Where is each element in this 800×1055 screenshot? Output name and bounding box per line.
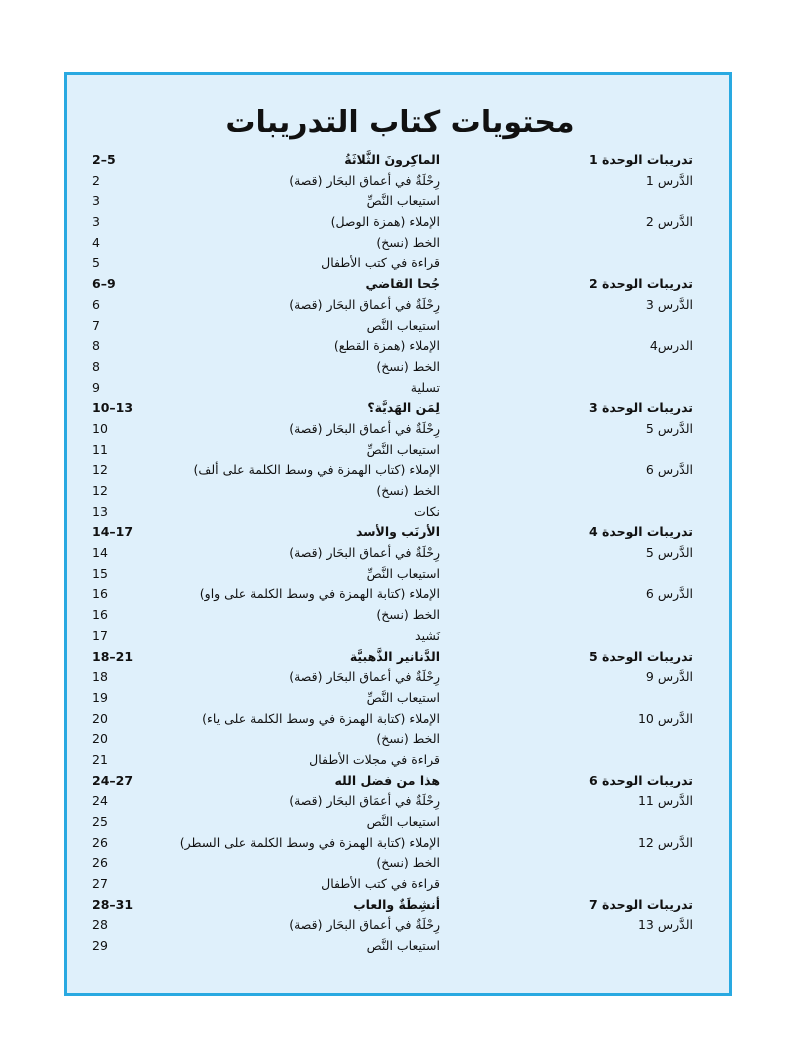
- page-number: 12: [92, 462, 108, 478]
- unit-row: [0, 274, 800, 295]
- entry-title: رِحْلَةٌ في أعمَاق البحَار (قصة): [289, 793, 440, 809]
- entry-title: نكات: [414, 503, 440, 519]
- lesson-row: [0, 502, 800, 523]
- entry-title: لِمَن الهَديَّة؟: [367, 400, 440, 416]
- lesson-label: الدَّرس 6: [645, 586, 693, 602]
- lesson-row: [0, 812, 800, 833]
- lesson-label: الدَّرس 2: [645, 214, 693, 230]
- entry-title: الخط (نسخ): [376, 607, 440, 623]
- entry-title: أنشِطَةٌ والعاب: [353, 896, 440, 912]
- entry-title: رِحْلَةٌ في أعماق البحَار (قصة): [289, 172, 440, 188]
- page-number: 11: [92, 441, 108, 457]
- entry-title: هذا من فضل الله: [334, 772, 440, 788]
- unit-label: تدريبات الوحدة 3: [589, 400, 693, 416]
- lesson-row: [0, 191, 800, 212]
- lesson-label: الدَّرس 9: [645, 669, 693, 685]
- page-number: 8: [92, 358, 100, 374]
- entry-title: الإملاء (كتابة الهمزة في وسط الكلمة على ياء): [202, 710, 440, 726]
- page-number: 28–31: [92, 896, 134, 912]
- page-number: 4: [92, 234, 100, 250]
- lesson-row: [0, 233, 800, 254]
- page-number: 7: [92, 317, 100, 333]
- entry-title: الماكِرونَ الثَّلاثَةُ: [344, 152, 440, 167]
- lesson-row: [0, 378, 800, 399]
- lesson-label: الدَّرس 1: [645, 172, 693, 188]
- lesson-row: [0, 936, 800, 957]
- page-number: 12: [92, 483, 108, 498]
- unit-row: [0, 522, 800, 543]
- unit-row: [0, 895, 800, 916]
- unit-label: تدريبات الوحدة 1: [589, 152, 693, 167]
- page-number: 20: [92, 710, 108, 726]
- lesson-label: الدَّرس 11: [637, 793, 693, 809]
- page-number: 6: [92, 296, 100, 312]
- entry-title: رِحْلَةٌ في أعماق البحَار (قصة): [289, 420, 440, 436]
- lesson-row: [0, 481, 800, 502]
- lesson-row: [0, 460, 800, 481]
- entry-title: استيعاب النَّص: [366, 938, 440, 954]
- entry-title: الخط (نسخ): [376, 855, 440, 871]
- page-number: 3: [92, 214, 100, 230]
- page-number: 10: [92, 420, 108, 436]
- lesson-row: [0, 915, 800, 936]
- lesson-label: الدَّرس 12: [637, 834, 693, 850]
- entry-title: الإملاء (كتابة الهمزة في وسط الكلمة على واو): [199, 586, 440, 602]
- page-number: 14: [92, 545, 108, 561]
- entry-title: الإملاء (همزة الوصل): [330, 214, 440, 230]
- page-title: محتويات كتاب التدريبات: [225, 105, 575, 140]
- entry-title: رِحْلَةٌ في أعماق البحَار (قصة): [289, 545, 440, 561]
- entry-title: استيعاب النَّصِّ: [366, 193, 440, 209]
- entry-title: الخط (نسخ): [376, 234, 440, 250]
- entry-title: رِحْلَةٌ في أعماق البحَار (قصة): [289, 917, 440, 933]
- lesson-row: [0, 667, 800, 688]
- page-number: 18–21: [92, 648, 134, 664]
- page-number: 9: [92, 379, 100, 395]
- lesson-row: [0, 833, 800, 854]
- lesson-row: [0, 791, 800, 812]
- lesson-row: [0, 626, 800, 647]
- entry-title: الخط (نسخ): [376, 483, 440, 498]
- lesson-row: [0, 253, 800, 274]
- entry-title: استيعاب النَّصِّ: [366, 565, 440, 581]
- lesson-row: [0, 584, 800, 605]
- lesson-label: الدَّرس 5: [645, 420, 693, 436]
- entry-title: قراءة في مجلات الأطفال: [309, 751, 440, 767]
- lesson-row: [0, 750, 800, 771]
- entry-title: نَشيد: [415, 627, 440, 643]
- entry-title: الأرنَب والأسد: [356, 524, 440, 540]
- page-number: 26: [92, 855, 108, 871]
- page-number: 27: [92, 876, 108, 892]
- page-number: 24: [92, 793, 108, 809]
- entry-title: جُحا القاضي: [365, 276, 440, 292]
- unit-label: تدريبات الوحدة 2: [589, 276, 693, 292]
- unit-label: تدريبات الوحدة 6: [589, 772, 693, 788]
- lesson-row: [0, 171, 800, 192]
- entry-title: الإملاء (كتابة الهمزة في وسط الكلمة على السطر): [179, 834, 440, 850]
- page-number: 29: [92, 938, 108, 954]
- lesson-row: [0, 295, 800, 316]
- entry-title: استيعاب النَّص: [366, 814, 440, 829]
- page-number: 17: [92, 627, 108, 643]
- lesson-row: [0, 543, 800, 564]
- lesson-label: الدَّرس 10: [637, 710, 693, 726]
- entry-title: استيعاب النَّصِّ: [366, 689, 440, 705]
- page-number: 21: [92, 751, 108, 767]
- lesson-row: [0, 709, 800, 730]
- entry-title: الدَّنانير الذَّهبيَّة: [349, 648, 440, 664]
- entry-title: استيعاب النَّصِّ: [366, 441, 440, 457]
- page-number: 20: [92, 731, 108, 747]
- lesson-row: [0, 440, 800, 461]
- unit-row: [0, 647, 800, 668]
- page-number: 5: [92, 255, 100, 271]
- unit-row: [0, 771, 800, 792]
- unit-label: تدريبات الوحدة 4: [589, 524, 693, 540]
- unit-label: تدريبات الوحدة 5: [589, 648, 693, 664]
- lesson-label: الدرس4: [649, 338, 693, 354]
- page-number: 3: [92, 193, 100, 209]
- lesson-row: [0, 419, 800, 440]
- entry-title: قراءة في كتب الأطفال: [321, 876, 440, 892]
- page-number: 10–13: [92, 400, 134, 416]
- lesson-row: [0, 874, 800, 895]
- entry-title: استيعاب النَّص: [366, 317, 440, 333]
- page-number: 26: [92, 834, 108, 850]
- page-number: 6–9: [92, 276, 116, 292]
- lesson-row: [0, 729, 800, 750]
- lesson-label: الدَّرس 6: [645, 462, 693, 478]
- page-number: 2: [92, 172, 100, 188]
- lesson-row: [0, 316, 800, 337]
- unit-row: [0, 398, 800, 419]
- page-number: 14–17: [92, 524, 134, 540]
- page-number: 16: [92, 586, 108, 602]
- page-number: 25: [92, 814, 108, 829]
- lesson-row: [0, 853, 800, 874]
- page-number: 13: [92, 503, 108, 519]
- entry-title: الإملاء (كتاب الهمزة في وسط الكلمة على ألف): [193, 462, 440, 478]
- entry-title: قراءة في كتب الأطفال: [321, 255, 440, 271]
- page-number: 24–27: [92, 772, 134, 788]
- entry-title: رِحْلَةٌ في أعماق البحَار (قصة): [289, 296, 440, 312]
- lesson-row: [0, 357, 800, 378]
- page-number: 8: [92, 338, 100, 354]
- page-number: 19: [92, 689, 108, 705]
- page-number: 2–5: [92, 152, 116, 167]
- lesson-row: [0, 336, 800, 357]
- page-number: 28: [92, 917, 108, 933]
- contents-list: [0, 150, 800, 957]
- entry-title: الإملاء (همزة القطع): [333, 338, 440, 354]
- page-number: 16: [92, 607, 108, 623]
- page-number: 18: [92, 669, 108, 685]
- entry-title: الخط (نسخ): [376, 731, 440, 747]
- lesson-label: الدَّرس 5: [645, 545, 693, 561]
- lesson-label: الدَّرس 3: [645, 296, 693, 312]
- entry-title: تسلية: [410, 379, 440, 395]
- lesson-row: [0, 212, 800, 233]
- lesson-row: [0, 605, 800, 626]
- unit-row: [0, 150, 800, 171]
- page-number: 15: [92, 565, 108, 581]
- entry-title: الخط (نسخ): [376, 358, 440, 374]
- lesson-label: الدَّرس 13: [637, 917, 693, 933]
- unit-label: تدريبات الوحدة 7: [589, 896, 693, 912]
- lesson-row: [0, 564, 800, 585]
- lesson-row: [0, 688, 800, 709]
- entry-title: رِحْلَةٌ في أعماق البحَار (قصة): [289, 669, 440, 685]
